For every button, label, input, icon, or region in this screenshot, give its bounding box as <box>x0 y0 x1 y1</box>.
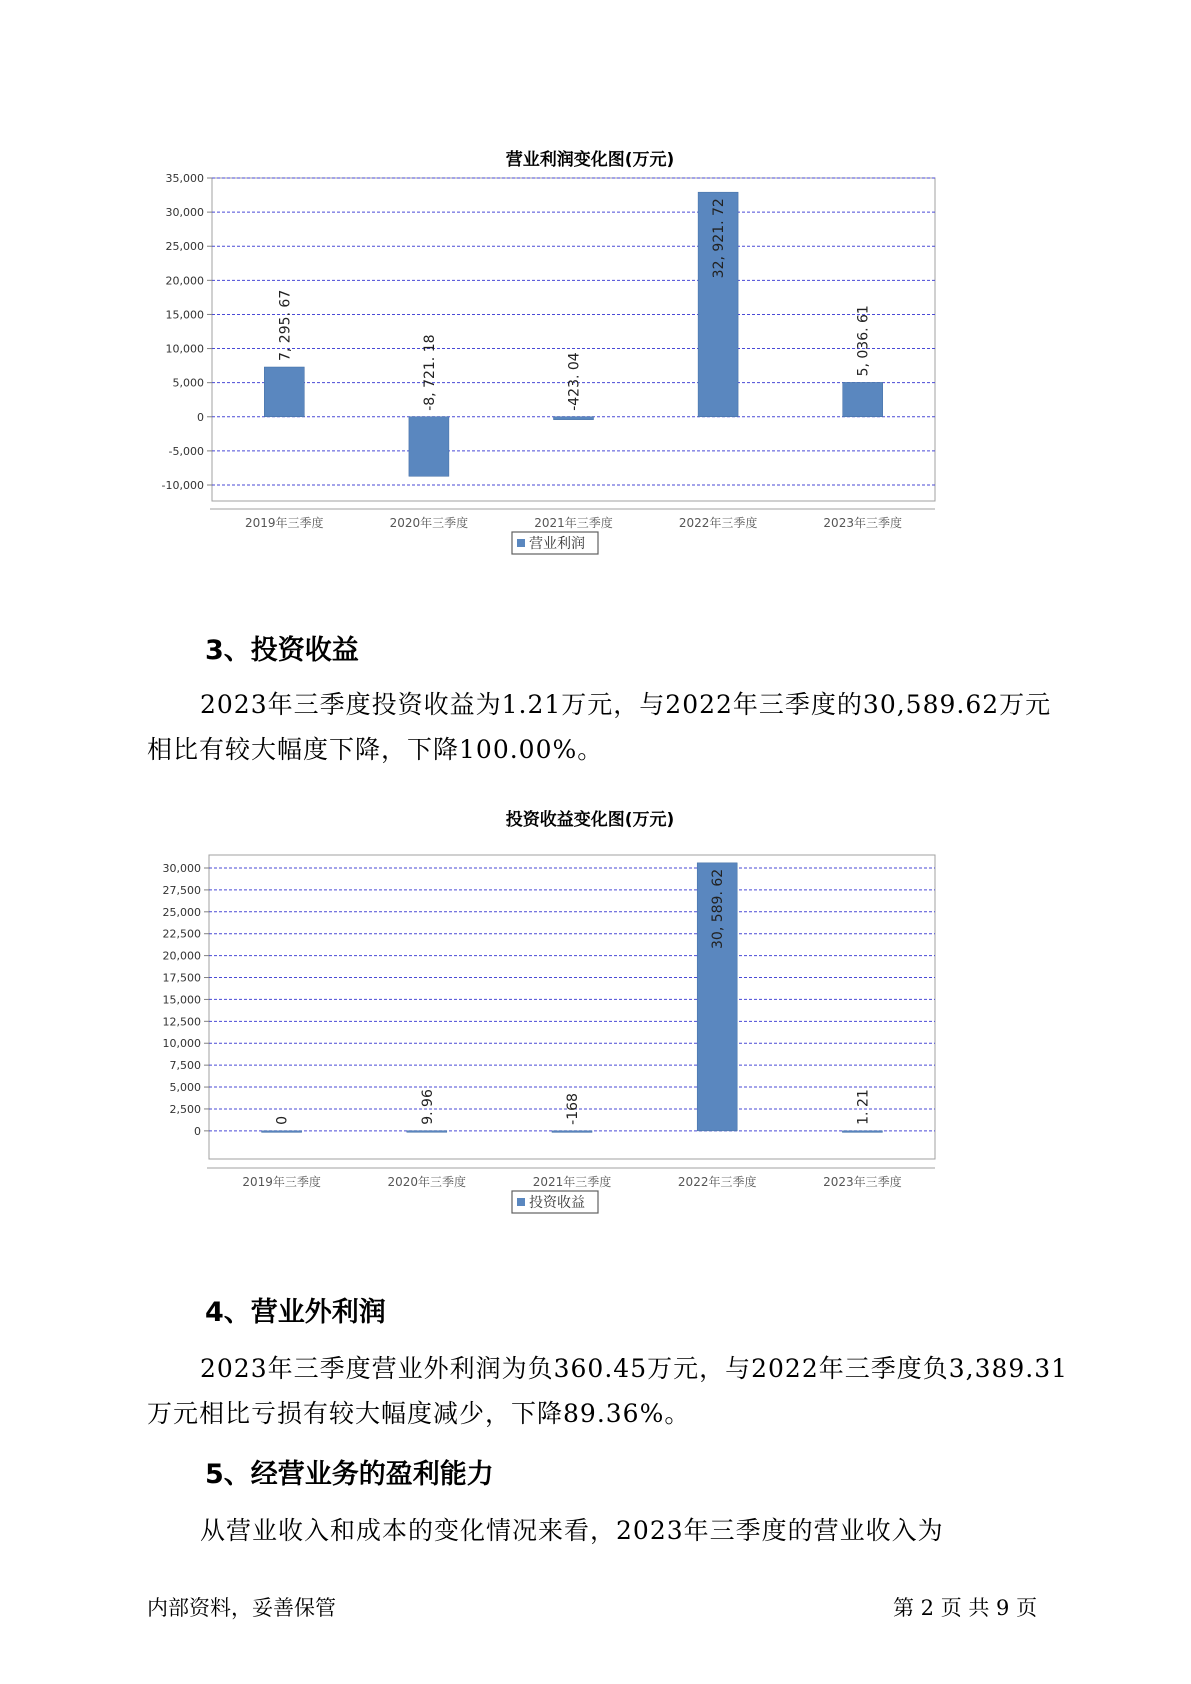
y-tick-label: 10,000 <box>162 1037 201 1051</box>
x-tick-label: 2020年三季度 <box>389 516 469 530</box>
y-tick-label: 22,500 <box>162 927 201 941</box>
section-4-paragraph <box>147 1346 1077 1436</box>
y-tick-label: 15,000 <box>162 993 201 1007</box>
y-tick-label: 25,000 <box>165 240 204 254</box>
x-tick-label: 2023年三季度 <box>823 516 902 530</box>
bar <box>409 417 449 476</box>
section-3-paragraph <box>147 682 1077 772</box>
x-tick-label: 2021年三季度 <box>532 1175 612 1189</box>
section-4-heading: 4、营业外利润 <box>205 1297 386 1328</box>
legend <box>512 1191 598 1213</box>
y-tick-label: 5,000 <box>169 1081 201 1095</box>
y-tick-label: -5,000 <box>168 444 204 458</box>
y-tick-label: 2,500 <box>169 1102 201 1116</box>
section-3-heading: 3、投资收益 <box>205 635 359 666</box>
x-tick-label: 2019年三季度 <box>245 516 324 530</box>
bar <box>264 367 304 417</box>
y-tick-label: 12,500 <box>162 1015 201 1029</box>
y-tick-label: 7,500 <box>169 1059 201 1073</box>
data-label: -8, 721. 18 <box>421 334 438 411</box>
legend-label: 营业利润 <box>529 536 585 552</box>
section-3-line-2: 相比有较大幅度下降，下降100.00%。 <box>147 735 604 764</box>
y-tick-label: 20,000 <box>162 949 201 963</box>
y-tick-label: 10,000 <box>165 342 204 356</box>
y-tick-label: -10,000 <box>161 479 204 492</box>
bar <box>262 1131 302 1133</box>
y-tick-label: 17,500 <box>162 971 201 985</box>
chart-title: 营业利润变化图(万元) <box>505 150 675 170</box>
section-5-paragraph <box>147 1508 1077 1553</box>
y-tick-label: 35,000 <box>165 172 204 185</box>
bar <box>843 382 883 416</box>
y-tick-label: 25,000 <box>162 905 201 919</box>
investment-income-chart-svg <box>150 825 1030 1265</box>
chart-title: 投资收益变化图(万元) <box>505 810 675 830</box>
data-label: 32, 921. 72 <box>711 198 728 279</box>
plot-area <box>212 178 935 501</box>
x-tick-label: 2020年三季度 <box>387 1175 467 1189</box>
bar <box>554 417 594 420</box>
x-tick-label: 2023年三季度 <box>823 1175 902 1189</box>
y-tick-label: 20,000 <box>165 274 204 288</box>
footer-page-number: 第 2 页 共 9 页 <box>893 1596 1038 1620</box>
y-tick-label: 15,000 <box>165 308 204 322</box>
x-tick-label: 2022年三季度 <box>678 516 758 530</box>
section-3-line-1: 2023年三季度投资收益为1.21万元，与2022年三季度的30,589.62万元 <box>200 690 1052 719</box>
operating-profit-chart <box>150 140 1030 600</box>
data-label: 1. 21 <box>855 1089 872 1125</box>
data-label: 0 <box>274 1115 291 1125</box>
legend <box>512 532 598 554</box>
data-label: -423. 04 <box>566 352 583 411</box>
data-label: 5, 036. 61 <box>855 305 872 377</box>
y-tick-label: 30,000 <box>165 206 204 220</box>
legend-swatch <box>517 1198 525 1206</box>
operating-profit-chart-svg <box>150 165 1030 605</box>
x-tick-label: 2022年三季度 <box>677 1175 757 1189</box>
section-4-line-2: 万元相比亏损有较大幅度减少，下降89.36%。 <box>147 1399 691 1428</box>
section-5-line-1: 从营业收入和成本的变化情况来看，2023年三季度的营业收入为 <box>200 1516 944 1545</box>
y-tick-label: 27,500 <box>162 883 201 897</box>
data-label: 7, 295. 67 <box>277 289 294 362</box>
data-label: 30, 589. 62 <box>710 868 727 949</box>
x-tick-label: 2021年三季度 <box>534 516 613 530</box>
x-tick-label: 2019年三季度 <box>242 1175 321 1189</box>
investment-income-chart <box>150 800 1030 1260</box>
footer-confidential-note: 内部资料，妥善保管 <box>147 1596 336 1620</box>
section-4-line-1: 2023年三季度营业外利润为负360.45万元，与2022年三季度负3,389.31 <box>200 1354 1069 1383</box>
data-label: 9. 96 <box>419 1089 436 1125</box>
y-tick-label: 0 <box>197 410 204 424</box>
bar <box>842 1131 882 1133</box>
data-label: -168 <box>565 1093 581 1125</box>
bar <box>407 1131 447 1133</box>
legend-label: 投资收益 <box>529 1195 585 1211</box>
y-tick-label: 30,000 <box>162 862 201 875</box>
legend-swatch <box>517 539 525 547</box>
y-tick-label: 0 <box>194 1124 201 1138</box>
y-tick-label: 5,000 <box>172 376 204 390</box>
section-5-heading: 5、经营业务的盈利能力 <box>205 1459 494 1490</box>
bar <box>552 1131 592 1133</box>
